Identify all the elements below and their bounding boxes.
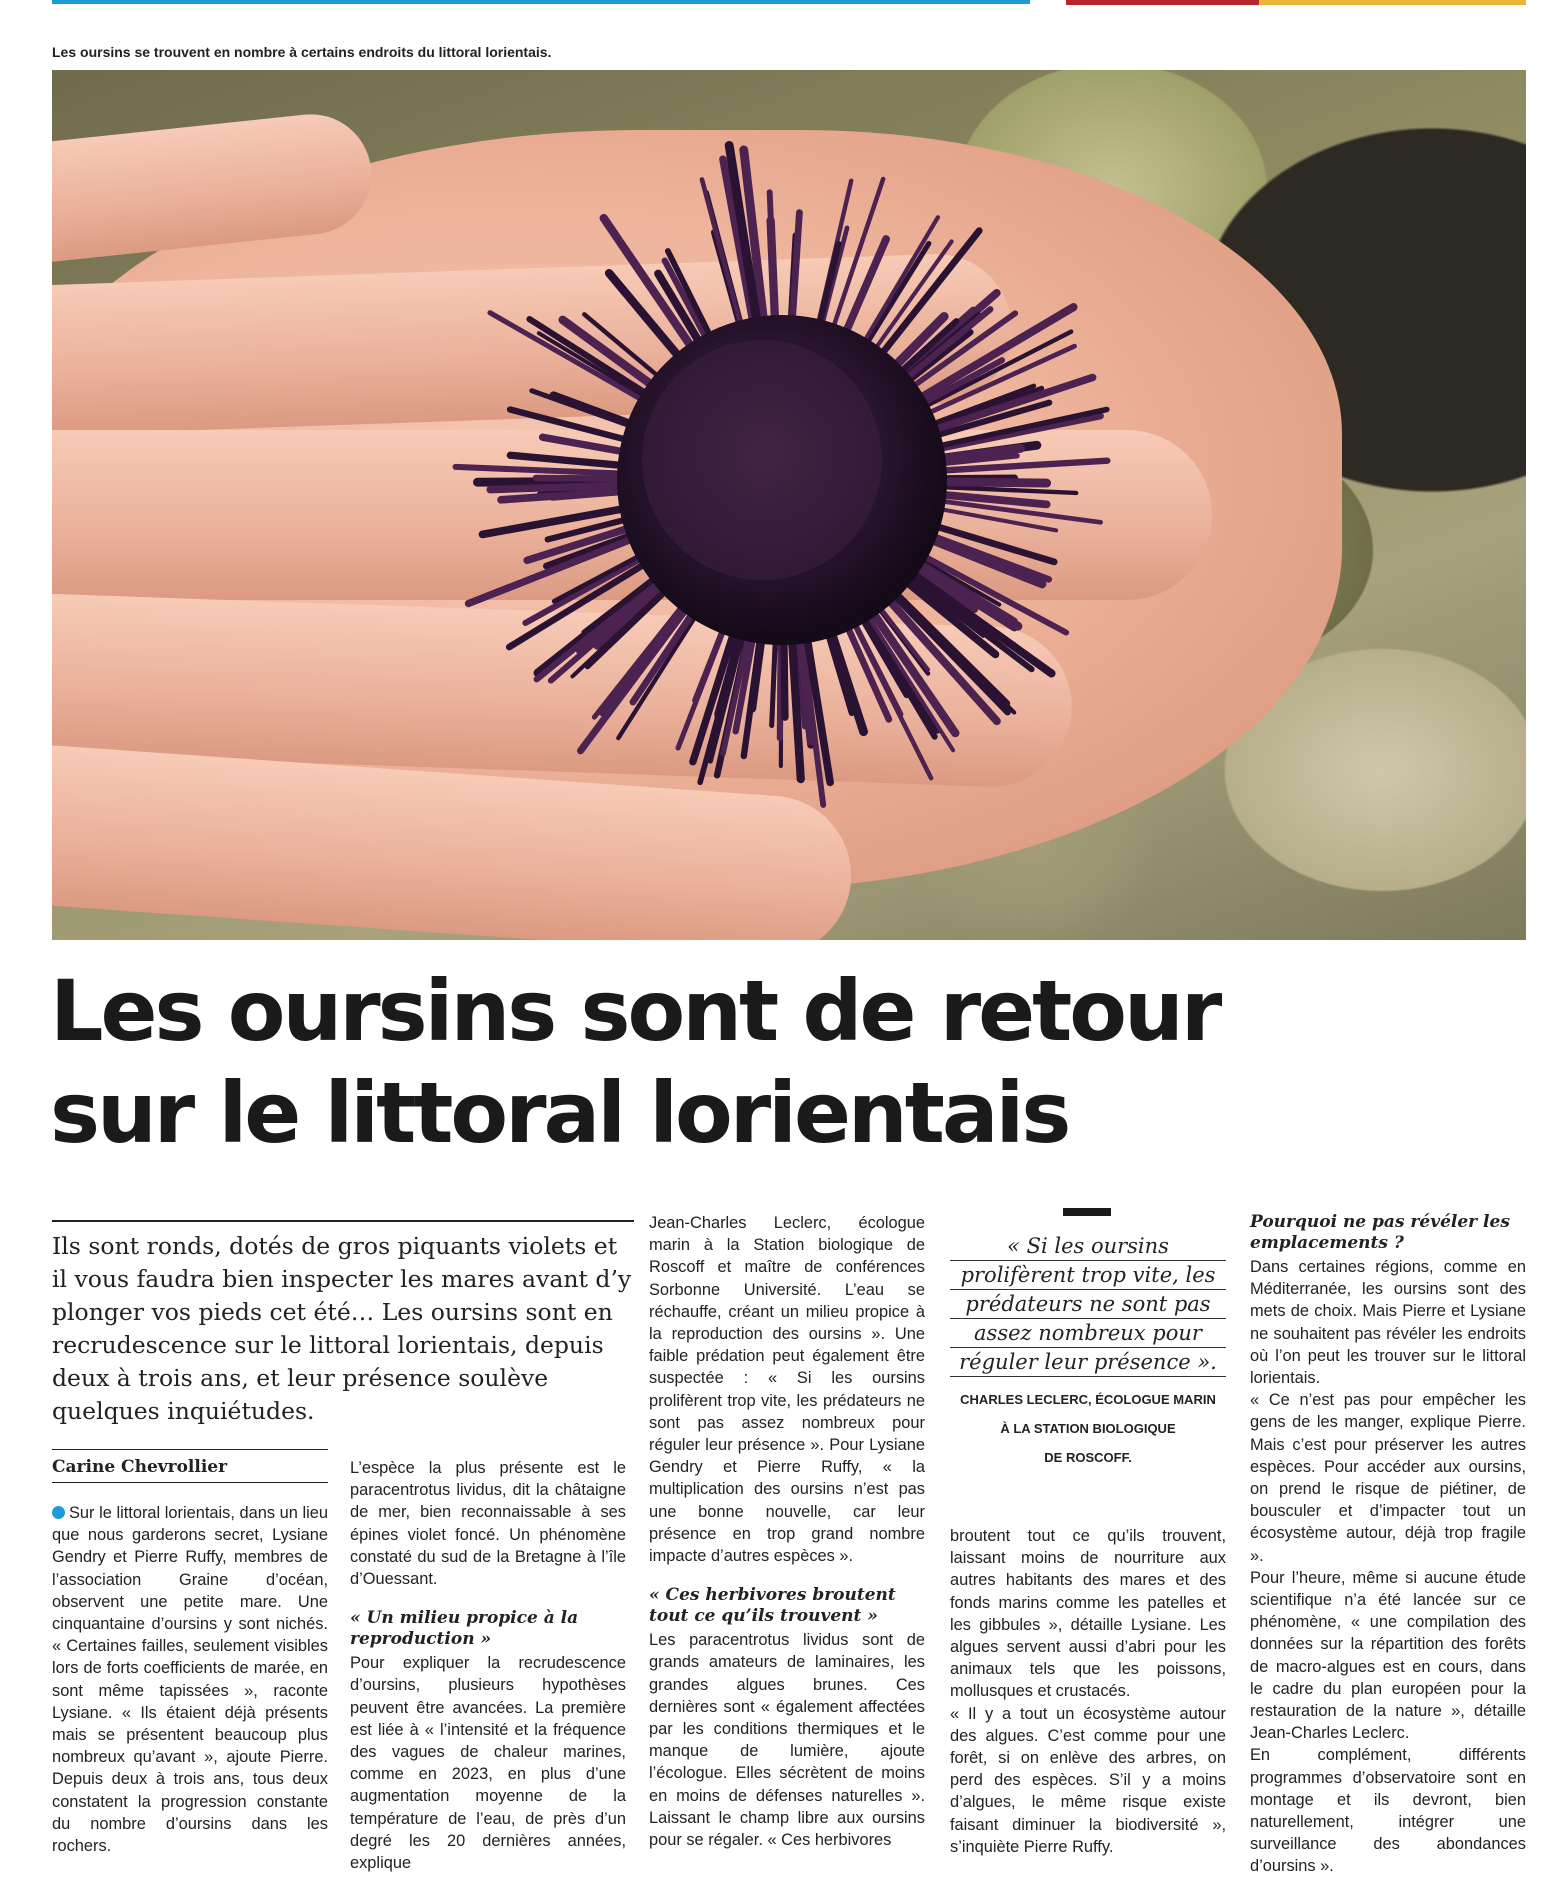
headline-line-1: Les oursins sont de retour [50, 962, 1220, 1060]
column-5-paragraph-2: « Ce n’est pas pour empêcher les gens de les manger, explique Pierre. Mais c’est pour préserver les autres espèces. Pour accéder aux oursins, on prend le risque de piétiner, de bousculer et d’impacter tout un écosystème autour, déjà trop fragile ». [1250, 1391, 1526, 1565]
column-4-paragraph-1: broutent tout ce qu’ils trouvent, laissant moins de nourriture aux autres habitants des mares et des fonds marins comme les patelles et les gibbules », détaille Lysiane. Les algues servent aussi d’abri pour les animaux tels que les poissons, mollusques et crustacés. [950, 1527, 1226, 1701]
subhead-emplacements: Pourquoi ne pas révéler les emplacements ? [1250, 1212, 1510, 1253]
column-5-paragraph-1: Dans certaines régions, comme en Méditerranée, les oursins sont des mets de choix. Mais Pierre et Lysiane ne souhaitent pas révéler les endroits où l’on peut les trouver sur le littoral lorientais. [1250, 1258, 1526, 1388]
pull-quote-line: « Si les oursins [950, 1232, 1226, 1261]
section-top-bar [52, 0, 1030, 4]
column-4-paragraph-2: « Il y a tout un écosystème autour des algues. C’est comme pour une forêt, si on enlève des arbres, on perd des espèces. S’il y a moins d’algues, le même risque existe faisant diminuer la biodiversité », s’inquiète Pierre Ruffy. [950, 1704, 1226, 1856]
article-column-4 [950, 1525, 1226, 1858]
sea-urchin-illustration [432, 130, 1132, 830]
article-column-2 [350, 1457, 626, 1874]
column-5-paragraph-4: En complément, différents programmes d’observatoire sont en montage et ils devront, bien naturellement, intégrer une surveillance des abondances d’oursins ». [1250, 1746, 1526, 1876]
article-headline [50, 960, 1250, 1164]
byline-top-rule [52, 1449, 328, 1450]
article-column-5 [1250, 1212, 1526, 1878]
column-3-paragraph-1: Jean-Charles Leclerc, écologue marin à la Station biologique de Roscoff et maître de conférences Sorbonne Université. L’eau se réchauffe, créant un milieu propice à la reproduction des oursins ». Une faible prédation peut également être suspectée : « Si les oursins prolifèrent trop vite, les prédateurs ne sont pas assez nombreux pour réguler leur présence ». Pour Lysiane Gendry et Pierre Ruffy, « la multiplication des oursins n’est pas une bonne nouvelle, car leur présence en trop grand nombre impacte d’autres espèces ». [649, 1214, 925, 1566]
article-column-1 [52, 1502, 328, 1857]
column-1-text: Sur le littoral lorientais, dans un lieu que nous garderons secret, Lysiane Gendry et Pierre Ruffy, membres de l’association Graine d’océan, observent une petite mare. Une cinquantaine d’oursins y sont nichés. « Certaines failles, seulement visibles lors de forts coefficients de marée, en sont même tapissées », raconte Lysiane. « Ils étaient déjà présents mais se présentent beaucoup plus nombreux qu’avant », ajoute Pierre. Depuis deux à trois ans, tous deux constatent la progression constante du nombre d’oursins dans les rochers. [52, 1504, 328, 1856]
subhead-milieu-propice: « Un milieu propice à la reproduction » [350, 1608, 579, 1650]
pull-quote-line: réguler leur présence ». [950, 1348, 1226, 1377]
headline-line-2: sur le littoral lorientais [50, 1064, 1069, 1162]
pull-quote-line: prolifèrent trop vite, les [950, 1261, 1226, 1290]
pull-quote-line: assez nombreux pour [950, 1319, 1226, 1348]
bullet-icon [52, 1506, 65, 1519]
column-3-paragraph-2: Les paracentrotus lividus sont de grands amateurs de laminaires, les grandes algues brunes. Ces dernières sont « également affectées par les conditions thermiques et le manque de lumière, ajoute l’écologue. Elles sécrètent de moins en moins de défenses naturelles ». Laissant le champ libre aux oursins pour se régaler. « Ces herbivores [649, 1631, 925, 1850]
pull-quote-bar [1063, 1208, 1111, 1216]
column-2-paragraph-1: L’espèce la plus présente est le paracentrotus lividus, dit la châtaigne de mer, bien reconnaissable à ses épines violet foncé. Un phénomène constaté du sud de la Bretagne à l’île d’Ouessant. [350, 1459, 626, 1589]
byline-bottom-rule [52, 1482, 328, 1483]
column-2-paragraph-2: Pour expliquer la recrudescence d’oursins, plusieurs hypothèses peuvent être avancées. La première est liée à « l’intensité et la fréquence des vagues de chaleur marines, comme en 2023, en plus d’une augmentation moyenne de la température de l’eau, de près d’un degré les 20 dernières années, explique [350, 1654, 626, 1873]
pull-quote [950, 1232, 1226, 1472]
lead-top-rule [52, 1220, 634, 1222]
sea-urchin-photo [52, 70, 1526, 940]
pull-quote-attribution: CHARLES LECLERC, ÉCOLOGUE MARIN À LA STATION BIOLOGIQUE DE ROSCOFF. [960, 1392, 1216, 1465]
column-5-paragraph-3: Pour l’heure, même si aucune étude scientifique n’a été lancée sur ce phénomène, « une compilation des données sur la répartition des forêts de macro-algues est en cours, dans le cadre du plan européen pour la restauration de la nature », détaille Jean-Charles Leclerc. [1250, 1568, 1526, 1743]
photo-caption: Les oursins se trouvent en nombre à certains endroits du littoral lorientais. [52, 44, 552, 60]
article-lead: Ils sont ronds, dotés de gros piquants violets et il vous faudra bien inspecter les mares avant d’y plonger vos pieds cet été… Les oursins sont en recrudescence sur le littoral lorientais, depuis deux à trois ans, et leur présence soulève quelques inquiétudes. [52, 1232, 632, 1425]
article-column-3 [649, 1212, 925, 1851]
top-ad-strip [1066, 0, 1526, 5]
author-byline: Carine Chevrollier [52, 1457, 228, 1477]
subhead-herbivores: « Ces herbivores broutent tout ce qu’ils trouvent » [649, 1585, 896, 1627]
pull-quote-line: prédateurs ne sont pas [950, 1290, 1226, 1319]
